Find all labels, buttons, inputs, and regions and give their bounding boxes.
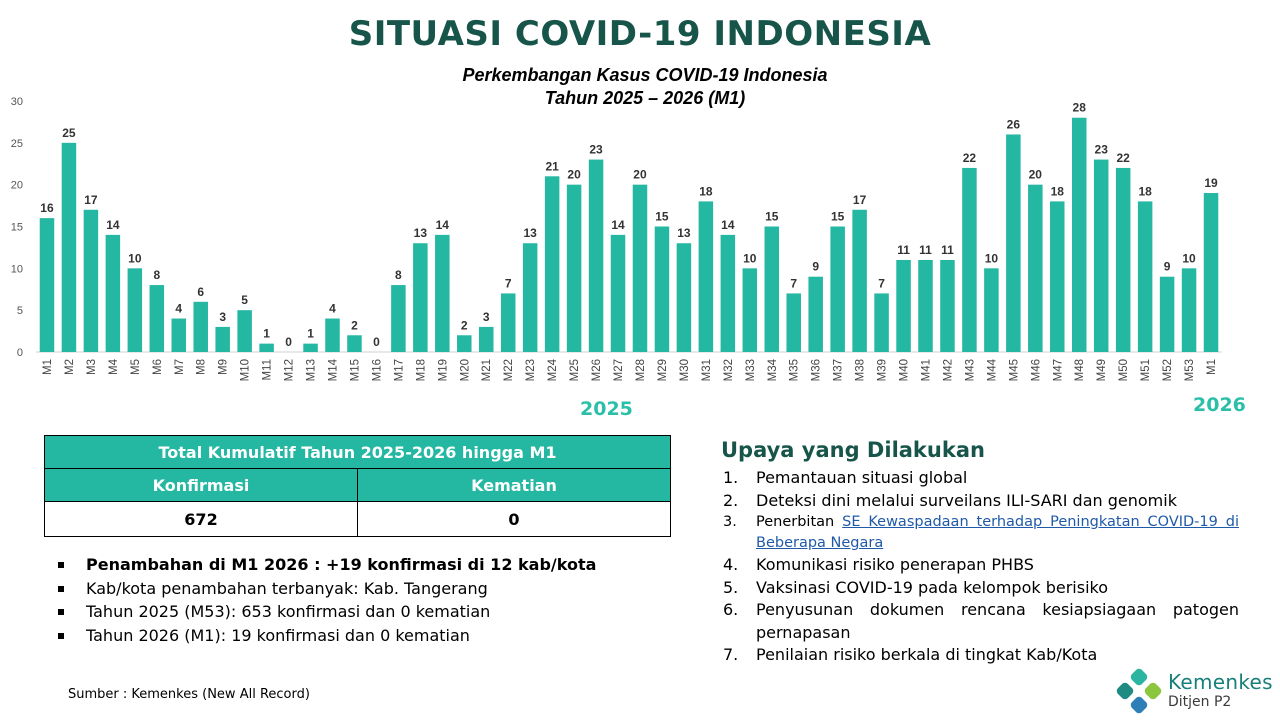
data-label: 5 <box>241 293 248 308</box>
data-label: 26 <box>1006 117 1021 132</box>
x-tick-label: M5 <box>129 359 142 375</box>
bar <box>984 268 998 352</box>
bar <box>1204 193 1218 352</box>
source-note: Sumber : Kemenkes (New All Record) <box>68 687 310 702</box>
bar <box>128 268 142 352</box>
data-label: 13 <box>523 226 537 241</box>
x-tick-label: M42 <box>942 359 955 382</box>
bar <box>852 210 866 352</box>
x-tick-label: M52 <box>1162 359 1175 382</box>
x-tick-label: M35 <box>788 359 801 382</box>
bar <box>106 235 120 352</box>
y-tick-label: 20 <box>10 179 23 192</box>
bar <box>1160 277 1174 352</box>
bar <box>743 268 757 352</box>
upaya-item: 5. Vaksinasi COVID-19 pada kelompok berisiko <box>723 577 1109 597</box>
bar <box>435 235 449 352</box>
x-tick-label: M45 <box>1008 359 1021 382</box>
bar <box>391 285 405 352</box>
year-label-2026: 2026 <box>1193 394 1246 416</box>
data-label: 22 <box>962 150 977 165</box>
bar <box>215 327 229 352</box>
upaya-item: 3. Penerbitan SE Kewaspadaan terhadap Peningkatan COVID-19 di Beberapa Negara <box>723 514 1239 551</box>
x-tick-label: M11 <box>261 359 274 381</box>
bar <box>457 335 471 352</box>
x-tick-label: M50 <box>1118 359 1131 382</box>
bar <box>40 218 54 352</box>
bar <box>84 210 98 352</box>
data-label: 18 <box>1050 184 1064 199</box>
data-label: 4 <box>175 301 183 316</box>
y-tick-label: 10 <box>10 263 23 276</box>
data-label: 20 <box>633 167 647 182</box>
upaya-item: 1. Pemantauan situasi global <box>723 468 968 487</box>
bar <box>589 160 603 352</box>
x-tick-label: M41 <box>920 359 933 382</box>
x-tick-label: M40 <box>898 359 911 382</box>
bar <box>347 335 361 352</box>
y-tick-label: 30 <box>10 96 23 108</box>
data-label: 3 <box>482 309 490 324</box>
data-label: 20 <box>567 167 581 182</box>
x-tick-label: M14 <box>327 359 340 382</box>
data-label: 9 <box>1163 259 1171 274</box>
note-item: Kab/kota penambahan terbanyak: Kab. Tangerang <box>58 577 596 601</box>
data-label: 10 <box>984 251 999 266</box>
x-tick-label: M28 <box>634 359 647 382</box>
data-label: 1 <box>307 326 314 341</box>
data-label: 0 <box>285 335 292 349</box>
data-label: 8 <box>395 268 402 283</box>
x-tick-label: M44 <box>986 359 999 382</box>
x-tick-label: M17 <box>393 359 406 382</box>
data-label: 7 <box>878 276 885 291</box>
note-item: Tahun 2026 (M1): 19 konfirmasi dan 0 kematian <box>58 624 596 648</box>
x-tick-label: M43 <box>964 359 977 382</box>
upaya-item: 4. Komunikasi risiko penerapan PHBS <box>723 555 1034 574</box>
data-label: 28 <box>1072 100 1086 115</box>
bar <box>413 243 427 352</box>
bar <box>1028 185 1042 352</box>
data-label: 7 <box>504 276 512 291</box>
bar <box>1050 201 1064 352</box>
x-tick-label: M32 <box>722 359 735 382</box>
bar <box>721 235 735 352</box>
data-label: 20 <box>1028 167 1042 182</box>
x-tick-label: M19 <box>437 359 450 382</box>
kemenkes-logo <box>1116 668 1273 714</box>
x-tick-label: M47 <box>1052 359 1065 382</box>
x-tick-label: M46 <box>1030 359 1043 382</box>
x-tick-label: M13 <box>305 359 318 382</box>
x-tick-label: M38 <box>854 359 867 382</box>
x-tick-label: M51 <box>1140 359 1153 382</box>
data-label: 11 <box>941 242 954 257</box>
bar <box>962 168 976 352</box>
notes-list <box>58 553 596 647</box>
y-tick-label: 5 <box>16 305 23 318</box>
page-title: SITUASI COVID-19 INDONESIA <box>348 14 932 54</box>
data-label: 25 <box>62 125 76 140</box>
col-header-kematian: Kematian <box>358 469 671 502</box>
bar <box>545 176 559 352</box>
value-kematian: 0 <box>358 502 671 537</box>
data-label: 21 <box>545 159 559 174</box>
cumulative-table-header: Total Kumulatif Tahun 2025-2026 hingga M1 <box>45 436 671 469</box>
x-tick-label: M29 <box>656 359 669 382</box>
x-tick-label: M53 <box>1184 359 1197 382</box>
data-label: 17 <box>852 192 867 207</box>
x-tick-label: M12 <box>283 359 296 382</box>
x-tick-label: M21 <box>481 359 494 382</box>
value-konfirmasi: 672 <box>45 502 358 537</box>
x-tick-label: M10 <box>239 359 252 382</box>
chart-subtitle-line1: Perkembangan Kasus COVID-19 Indonesia <box>462 65 828 85</box>
x-tick-label: M36 <box>810 359 823 382</box>
x-tick-label: M4 <box>107 359 120 375</box>
y-tick-label: 25 <box>10 137 23 150</box>
data-label: 13 <box>677 226 691 241</box>
data-label: 2 <box>460 318 468 333</box>
data-label: 11 <box>919 242 932 257</box>
data-label: 7 <box>790 276 798 291</box>
x-tick-label: M27 <box>613 359 626 382</box>
bar <box>1094 160 1108 352</box>
x-tick-label: M23 <box>525 359 538 382</box>
data-label: 1 <box>263 326 270 341</box>
x-tick-label: M2 <box>63 359 76 375</box>
bar <box>1072 118 1086 352</box>
x-tick-label: M9 <box>217 359 230 375</box>
logo-name: Kemenkes <box>1168 670 1273 694</box>
x-tick-label: M34 <box>766 359 779 382</box>
x-tick-label: M26 <box>591 359 604 382</box>
x-tick-label: M31 <box>700 359 713 382</box>
data-label: 13 <box>413 226 428 241</box>
data-label: 3 <box>219 309 227 324</box>
x-tick-label: M37 <box>832 359 845 382</box>
x-tick-label: M16 <box>371 359 384 382</box>
x-tick-label: M48 <box>1074 359 1087 382</box>
data-label: 4 <box>329 301 336 316</box>
bar <box>193 302 207 352</box>
bar <box>172 319 186 352</box>
bar <box>479 327 493 352</box>
data-label: 19 <box>1204 176 1218 191</box>
data-label: 0 <box>373 335 380 349</box>
x-tick-label: M1 <box>41 359 54 375</box>
y-tick-label: 15 <box>10 221 23 234</box>
chart-subtitle-line2: Tahun 2025 – 2026 (M1) <box>544 88 746 108</box>
bar <box>501 293 515 352</box>
data-label: 2 <box>351 318 358 333</box>
upaya-title: Upaya yang Dilakukan <box>721 438 985 462</box>
bar <box>808 277 822 352</box>
bar <box>765 227 779 353</box>
logo-subname: Ditjen P2 <box>1168 694 1232 710</box>
data-label: 14 <box>611 217 625 232</box>
col-header-konfirmasi: Konfirmasi <box>45 469 358 502</box>
data-label: 10 <box>1182 251 1196 266</box>
kemenkes-logo-icon <box>1116 668 1164 714</box>
x-tick-label: M22 <box>503 359 516 382</box>
x-tick-label: M7 <box>173 359 186 375</box>
bar <box>611 235 625 352</box>
upaya-list <box>723 467 1239 667</box>
data-label: 15 <box>765 209 779 224</box>
data-label: 11 <box>897 242 910 257</box>
upaya-item: 7. Penilaian risiko berkala di tingkat Kab/Kota <box>723 645 1098 664</box>
data-label: 10 <box>128 251 142 266</box>
x-tick-label: M49 <box>1096 359 1109 382</box>
bar <box>918 260 932 352</box>
x-tick-label: M20 <box>459 359 472 382</box>
upaya-item: 6. Penyusunan dokumen rencana kesiapsiagaan patogen pernapasan <box>723 600 1239 642</box>
bar <box>940 260 954 352</box>
note-item: Tahun 2025 (M53): 653 konfirmasi dan 0 kematian <box>58 600 596 624</box>
upaya-item: 2. Deteksi dini melalui surveilans ILI-SARI dan genomik <box>723 490 1177 510</box>
x-tick-label: M8 <box>195 359 208 375</box>
data-label: 15 <box>655 209 669 224</box>
bar <box>523 243 537 352</box>
x-tick-label: M18 <box>415 359 428 382</box>
bar <box>830 227 844 353</box>
bar <box>303 344 317 352</box>
data-label: 8 <box>153 268 161 283</box>
data-label: 17 <box>84 192 98 207</box>
x-tick-label: M3 <box>85 359 98 375</box>
x-tick-label: M1 <box>1206 359 1219 375</box>
bar <box>1116 168 1130 352</box>
data-label: 10 <box>743 251 757 266</box>
bar <box>874 293 888 352</box>
bar <box>1006 134 1020 352</box>
bar <box>567 185 581 352</box>
bar <box>896 260 910 352</box>
bar <box>786 293 800 352</box>
data-label: 14 <box>721 217 735 232</box>
data-label: 23 <box>589 142 603 157</box>
bar <box>633 185 647 352</box>
bar <box>677 243 691 352</box>
note-item: Penambahan di M1 2026 : +19 konfirmasi di 12 kab/kota <box>58 553 596 577</box>
x-tick-label: M6 <box>151 359 164 375</box>
bar <box>655 227 669 353</box>
x-tick-label: M30 <box>678 359 691 382</box>
data-label: 22 <box>1116 150 1130 165</box>
data-label: 14 <box>435 217 449 232</box>
data-label: 15 <box>830 209 845 224</box>
data-label: 18 <box>1138 184 1152 199</box>
bar <box>325 319 339 352</box>
bar <box>259 344 273 352</box>
bar <box>1182 268 1196 352</box>
x-tick-label: M33 <box>744 359 757 382</box>
bar <box>237 310 251 352</box>
x-tick-label: M24 <box>547 359 560 382</box>
bar <box>699 201 713 352</box>
x-tick-label: M15 <box>349 359 362 382</box>
year-label-2025: 2025 <box>580 398 633 420</box>
bar <box>150 285 164 352</box>
cumulative-table <box>44 435 671 537</box>
data-label: 14 <box>106 217 120 232</box>
data-label: 16 <box>40 201 54 216</box>
data-label: 18 <box>699 184 713 199</box>
x-tick-label: M25 <box>569 359 582 382</box>
y-tick-label: 0 <box>16 347 23 359</box>
x-tick-label: M39 <box>876 359 889 382</box>
bar <box>1138 201 1152 352</box>
data-label: 9 <box>812 259 820 274</box>
data-label: 6 <box>197 284 205 299</box>
data-label: 23 <box>1094 142 1108 157</box>
bar <box>62 143 76 352</box>
se-kewaspadaan-link[interactable]: SE Kewaspadaan terhadap Peningkatan COVID-19 di Beberapa Negara <box>756 514 1239 551</box>
